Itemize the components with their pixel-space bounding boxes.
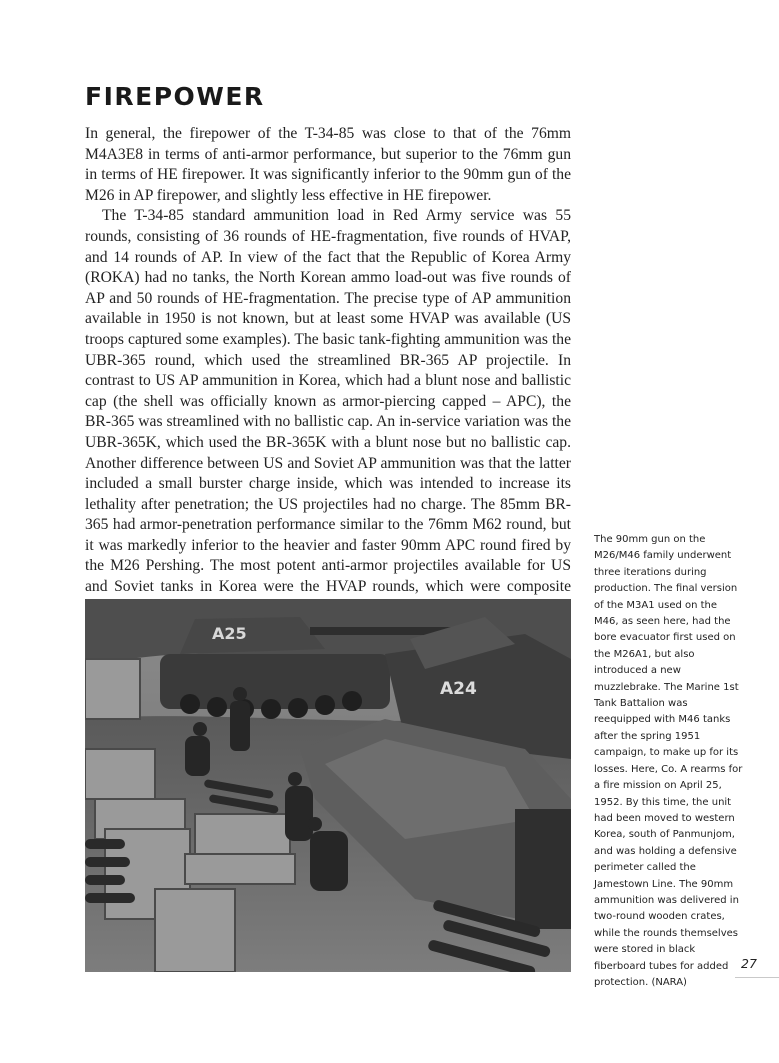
paragraph-2: The T-34-85 standard ammunition load in Red Army service was 55 rounds, consisting of 36 rounds of HE-fragmentation, five rounds of HVAP, and 14 rounds of AP. In view of the fact that the Republic of Korea Army (ROKA) had no tanks, the North Korean ammo load-out was five rounds of AP and 50 rounds of HE-fragmentation. The precise type of AP ammunition available in 1950 is not known, but at least some HVAP was available (US troops captured some examples). The basic tank-fighting ammunition was the UBR-365 round, which used the streamlined BR-365 AP projectile. In contrast to US AP ammunition in Korea, which had a blunt nose and ballistic cap (the shell was officially known as armor-piercing capped – APC), the BR-365 was streamlined with no ballistic cap. An in-service variation was the UBR-365K, which used the BR-365K with a blunt nose but no ballistic cap. Another difference between US and Soviet AP ammunition was that the latter included a small burster charge inside, which was intended to increase its lethality after penetration; the US projectiles had no charge. The 85mm BR-365 had armor-penetration performance similar to the 76mm M62 round, but it was markedly inferior to the heavier and faster 90mm APC round fired by the M26 Pershing. The most potent anti-armor projectiles available for US and Soviet tanks in Korea were the HVAP rounds, which were composite: [85, 207, 571, 596]
footer-rule: [735, 977, 779, 978]
body-text: [85, 124, 571, 618]
page-number: 27: [741, 956, 757, 971]
section-heading: FIREPOWER: [85, 82, 265, 111]
photo-caption: The 90mm gun on the M26/M46 family underwent three iterations during production. The final version of the M3A1 used on the M46, as seen here, had the bore evacuator first used on the M26A1, but also introduced a new muzzlebrake. The Marine 1st Tank Battalion was reequipped with M46 tanks after the spring 1951 campaign, to make up for its losses. Here, Co. A rearms for a fire mission on April 25, 1952. By this time, the unit had been moved to western Korea, south of Panmunjom, and was holding a defensive perimeter called the Jamestown Line. The 90mm ammunition was delivered in two-round wooden crates, while the rounds themselves were stored in black fiberboard tubes for added protection. (NARA): [594, 534, 743, 988]
tank-photograph: [85, 599, 571, 972]
hull-marking-a24: A24: [440, 679, 477, 699]
paragraph-1: In general, the firepower of the T-34-85 was close to that of the 76mm M4A3E8 in terms of anti-armor performance, but superior to the 76mm gun in terms of HE firepower. It was significantly inferior to the 90mm gun of the M26 in AP firepower, and slightly less effective in HE firepower.: [85, 125, 571, 204]
hull-marking-a25: A25: [212, 624, 247, 643]
